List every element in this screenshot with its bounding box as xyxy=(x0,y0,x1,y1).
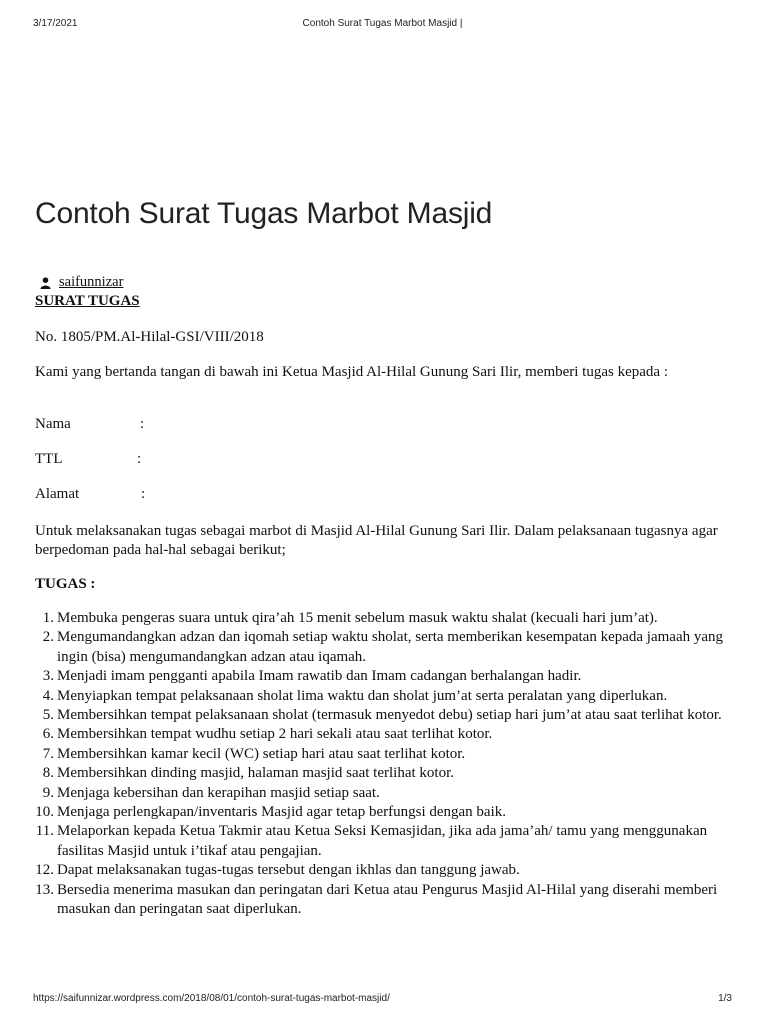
tasks-heading: TUGAS : xyxy=(35,576,96,592)
tasks-list xyxy=(35,609,747,920)
list-item xyxy=(42,764,747,783)
author-link[interactable]: saifunnizar xyxy=(59,274,124,290)
list-item xyxy=(35,861,747,880)
person-icon xyxy=(40,277,51,289)
list-item-text: Membuka pengeras suara untuk qira’ah 15 menit sebelum masuk waktu shalat (kecuali hari jum’at). xyxy=(57,610,658,626)
field-label: Alamat xyxy=(35,486,80,502)
field-ttl xyxy=(35,451,142,468)
author-byline xyxy=(40,274,123,291)
print-footer xyxy=(33,993,732,1004)
list-item xyxy=(42,706,747,725)
list-item-number: 9. xyxy=(42,784,54,801)
letter-intro: Kami yang bertanda tangan di bawah ini Ketua Masjid Al-Hilal Gunung Sari Ilir, memberi tugas kepada : xyxy=(35,364,668,380)
list-item-number: 7. xyxy=(42,745,54,762)
letter-number: No. 1805/PM.Al-Hilal-GSI/VIII/2018 xyxy=(35,329,264,345)
list-item-number: 10. xyxy=(35,804,54,821)
list-item-text: Menjaga kebersihan dan kerapihan masjid setiap saat. xyxy=(57,784,380,801)
list-item-text: Membersihkan dinding masjid, halaman masjid saat terlihat kotor. xyxy=(57,765,455,782)
list-item-number: 2. xyxy=(42,629,54,646)
letter-heading: SURAT TUGAS xyxy=(35,293,140,309)
list-item-number: 4. xyxy=(42,687,54,704)
list-item xyxy=(35,822,747,861)
list-item-text: Menjadi imam pengganti apabila Imam rawatib dan Imam cadangan berhalangan hadir. xyxy=(57,668,582,685)
list-item-text: Membersihkan tempat wudhu setiap 2 hari sekali atau saat terlihat kotor. xyxy=(57,726,493,743)
page-title: Contoh Surat Tugas Marbot Masjid xyxy=(35,197,493,230)
field-separator: : xyxy=(137,451,142,467)
list-item-text: Menyiapkan tempat pelaksanaan sholat lima waktu dan sholat jum’at serta peralatan yang diperlukan. xyxy=(57,687,668,704)
field-alamat xyxy=(35,486,146,503)
list-item-number: 8. xyxy=(42,765,54,782)
field-label: TTL xyxy=(35,451,63,467)
list-item-text: Membersihkan kamar kecil (WC) setiap hari atau saat terlihat kotor. xyxy=(57,745,466,762)
print-title: Contoh Surat Tugas Marbot Masjid | xyxy=(302,18,463,29)
list-item-number: 1. xyxy=(42,610,54,626)
list-item xyxy=(42,609,747,628)
list-item-number: 3. xyxy=(42,668,54,685)
print-url: https://saifunnizar.wordpress.com/2018/08/01/contoh-surat-tugas-marbot-masjid/ xyxy=(33,993,390,1004)
list-item xyxy=(42,725,747,744)
field-separator: : xyxy=(141,486,146,502)
field-nama xyxy=(35,416,145,433)
field-separator: : xyxy=(140,416,145,432)
list-item-number: 11. xyxy=(35,823,54,840)
list-item xyxy=(42,628,747,667)
list-item-text: Menjaga perlengkapan/inventaris Masjid agar tetap berfungsi dengan baik. xyxy=(57,804,507,821)
list-item xyxy=(42,667,747,686)
list-item xyxy=(42,745,747,764)
list-item-number: 12. xyxy=(35,862,54,879)
print-page-number: 1/3 xyxy=(718,993,732,1004)
list-item-number: 13. xyxy=(35,881,54,898)
list-item xyxy=(35,881,747,920)
list-item-text: Bersedia menerima masukan dan peringatan dari Ketua atau Pengurus Masjid Al-Hilal yang diserahi memberi masukan dan peringatan saat diperlukan. xyxy=(57,881,718,918)
list-item-text: Melaporkan kepada Ketua Takmir atau Ketua Seksi Kemasjidan, jika ada jama’ah/ tamu yang menggunakan fasilitas Masjid untuk i’tikaf atau pengajian. xyxy=(57,823,708,859)
list-item-number: 5. xyxy=(42,707,54,724)
print-date: 3/17/2021 xyxy=(33,18,78,29)
field-label: Nama xyxy=(35,416,71,432)
list-item-text: Mengumandangkan adzan dan iqomah setiap waktu sholat, serta memberikan kesempatan kepada jamaah yang ingin (bisa) mengumandangkan adzan atau iqamah. xyxy=(57,629,724,665)
list-item-text: Membersihkan tempat pelaksanaan sholat (termasuk menyedot debu) setiap hari jum’at atau saat terlihat kotor. xyxy=(57,707,722,724)
list-item xyxy=(42,784,747,803)
list-item-text: Dapat melaksanakan tugas-tugas tersebut dengan ikhlas dan tanggung jawab. xyxy=(57,862,520,879)
letter-purpose: Untuk melaksanakan tugas sebagai marbot di Masjid Al-Hilal Gunung Sari Ilir. Dalam pelaksanaan tugasnya agar berpedoman pada hal-hal sebagai berikut; xyxy=(35,523,718,558)
list-item-number: 6. xyxy=(42,726,54,743)
list-item xyxy=(35,803,747,822)
list-item xyxy=(42,687,747,706)
